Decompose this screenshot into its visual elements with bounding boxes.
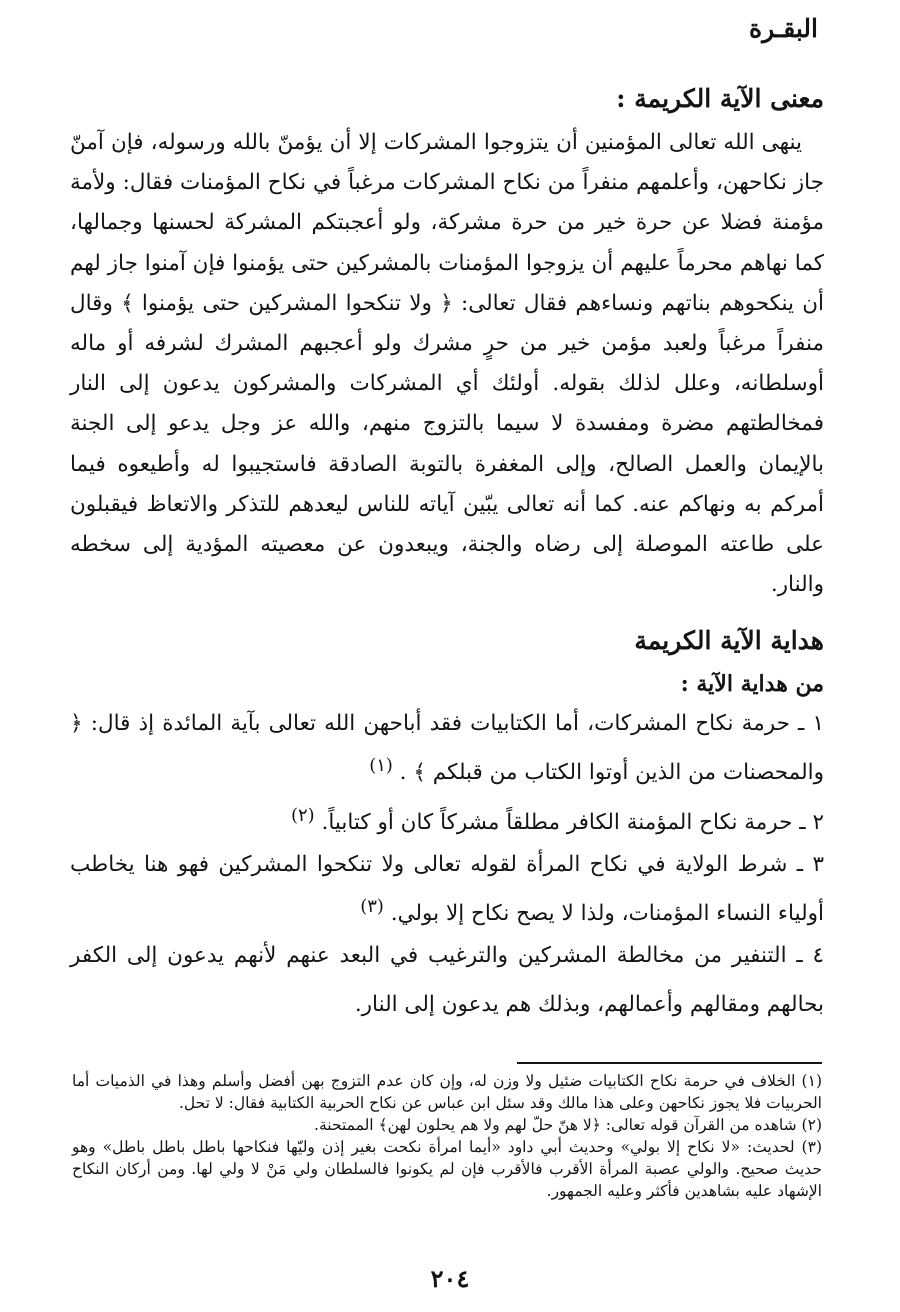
- page-number: ٢٠٤: [430, 1264, 470, 1293]
- guidance-item: [70, 703, 824, 794]
- guidance-item-text: ٤ ـ التنفير من مخالطة المشركين والترغيب في البعد عنهم لأنهم يدعون إلى الكفر بحالهم ومقالهم وأعمالهم، وبذلك هم يدعون إلى النار.: [70, 942, 824, 1018]
- footnote: (٢) شاهده من القرآن قوله تعالى: ﴿لا هنّ حلّ لهم ولا هم يحلون لهن﴾ الممتحنة.: [314, 1116, 822, 1134]
- footnote: (٣) لحديث: «لا نكاح إلا بولي» وحديث أبي داود «أيما امرأة نكحت بغير إذن وليّها فنكاحها باطل باطل باطل» وهو حديث صحيح. والولي عصبة المرأة الأقرب فالأقرب فإن لم يكونوا فالسلطان ولي مَنْ لا ولي لها. ومن أركان النكاح الإشهاد عليه بشاهدين فأكثر وعليه الجمهور.: [72, 1138, 822, 1200]
- guidance-item: [70, 935, 824, 1026]
- footnote: (١) الخلاف في حرمة نكاح الكتابيات ضئيل ولا وزن له، وإن كان عدم التزوج بهن أفضل وأسلم وهذا في الذميات أما الحربيات فلا يجوز نكاحهن وعلى هذا مالك وقد سئل ابن عباس عن نكاح الحربية الكتابية فقال: لا تحل.: [72, 1072, 822, 1112]
- guidance-item-text: ١ ـ حرمة نكاح المشركات، أما الكتابيات فقد أباحهن الله تعالى بآية المائدة إذ قال: ﴿ والمحصنات من الذين أوتوا الكتاب من قبلكم ﴾ .: [70, 711, 824, 786]
- footnote-ref: (٣): [360, 895, 384, 917]
- guidance-item: [70, 795, 824, 844]
- footnote-separator: [517, 1062, 822, 1064]
- footnotes: [72, 1070, 822, 1202]
- guidance-item-text: ٢ ـ حرمة نكاح المؤمنة الكافر مطلقاً مشركاً كان أو كتابياً.: [321, 809, 824, 835]
- footnote-ref: (٢): [291, 804, 315, 826]
- meaning-section: [70, 123, 824, 605]
- guidance-subheading: من هداية الآية :: [680, 671, 824, 698]
- main-content: [70, 75, 824, 1026]
- guidance-list: [70, 703, 824, 1026]
- meaning-paragraph: ينهى الله تعالى المؤمنين أن يتزوجوا المشركات إلا أن يؤمنّ بالله ورسوله، فإن آمنّ جاز نكاحهن، وأعلمهم منفراً من نكاح المشركات مرغباً في نكاح المؤمنات فقال: ولأمة مؤمنة فضلا عن حرة خير من حرة مشركة، ولو أعجبتكم المشركة لحسنها وجمالها، كما نهاهم محرماً عليهم أن يزوجوا المؤمنات بالمشركين حتى يؤمنوا فإن آمنوا جاز لهم أن ينكحوهم بناتهم ونساءهم فقال تعالى: ﴿ ولا تنكحوا المشركين حتى يؤمنوا ﴾ وقال منفراً مرغباً ولعبد مؤمن خير من حرٍ مشرك ولو أعجبهم المشرك لشرفه أو ماله أوسلطانه، وعلل لذلك بقوله. أولئك أي المشركات والمشركون يدعون إلى النار فمخالطتهم مضرة ومفسدة لا سيما بالتزوج منهم، والله عز وجل يدعو إلى الجنة بالإيمان والعمل الصالح، وإلى المغفرة بالتوبة الصادقة فاستجيبوا له وأطيعوه فيما أمركم به ونهاكم عنه. كما أنه تعالى يبّين آياته للناس ليعدهم للتذكر والاتعاظ فيقبلون على طاعته الموصلة إلى رضاه والجنة، ويبعدون عن معصيته المؤدية إلى سخطه والنار.: [70, 130, 824, 598]
- guidance-item: [70, 844, 824, 935]
- meaning-heading: معنى الآية الكريمة :: [616, 84, 824, 113]
- footnote-ref: (١): [369, 755, 393, 777]
- guidance-item-text: ٣ ـ شرط الولاية في نكاح المرأة لقوله تعالى ولا تنكحوا المشركين فهو هنا يخاطب أولياء النساء المؤمنات، ولذا لا يصح نكاح إلا بولي.: [70, 851, 824, 926]
- guidance-heading: هداية الآية الكريمة: [634, 626, 824, 656]
- running-header: البقـرة: [749, 14, 818, 43]
